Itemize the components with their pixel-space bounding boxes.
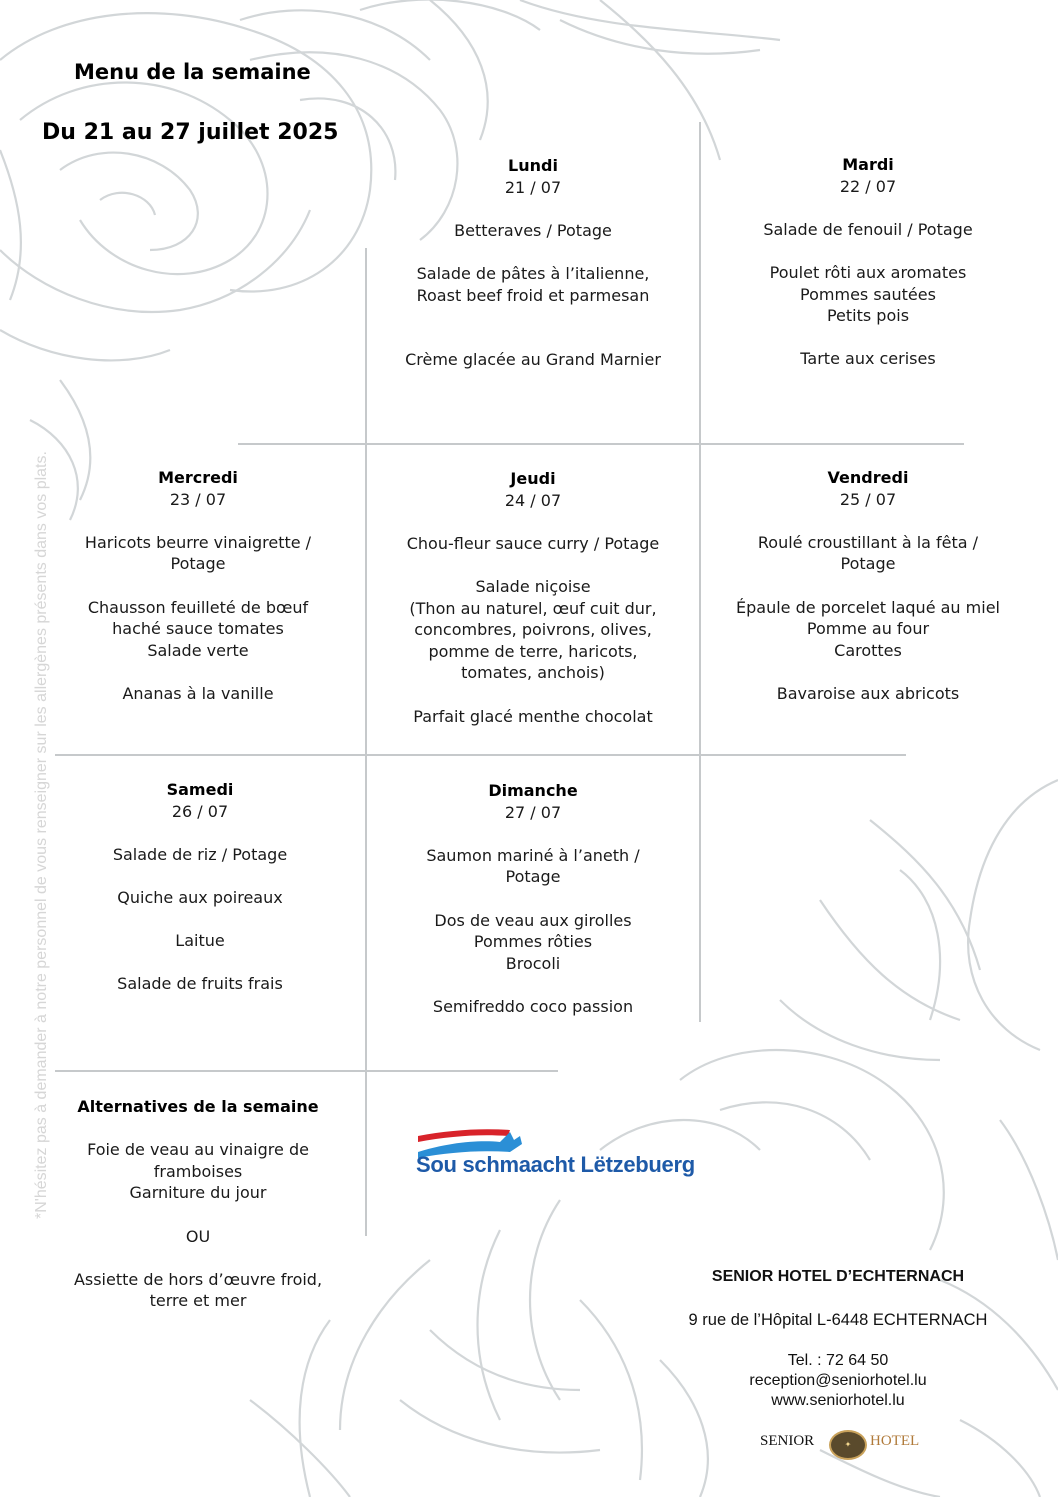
day-name: Vendredi bbox=[827, 468, 909, 487]
alternatives-title: Alternatives de la semaine bbox=[77, 1097, 319, 1116]
dessert: Semifreddo coco passion bbox=[432, 996, 634, 1016]
starter: Salade de fenouil / Potage bbox=[763, 219, 973, 239]
grid-line bbox=[365, 248, 367, 1236]
grid-line bbox=[238, 443, 964, 445]
day-cell-lundi bbox=[367, 155, 699, 371]
day-name: Lundi bbox=[508, 156, 558, 175]
main-dish: haché sauce tomates bbox=[112, 619, 284, 639]
main-dish: Quiche aux poireaux bbox=[117, 887, 283, 907]
starter: Potage bbox=[170, 554, 226, 574]
day-name: Dimanche bbox=[488, 781, 578, 800]
main-dish: Poulet rôti aux aromates bbox=[769, 262, 967, 282]
hotel-website[interactable]: www.seniorhotel.lu bbox=[771, 1392, 905, 1409]
day-cell-mercredi bbox=[40, 467, 356, 705]
main-dish: Pommes rôties bbox=[473, 932, 593, 952]
main-dish: Dos de veau aux girolles bbox=[434, 910, 632, 930]
starter: Salade de riz / Potage bbox=[112, 844, 288, 864]
starter: Chou-fleur sauce curry / Potage bbox=[406, 533, 660, 553]
main-dish: Pomme au four bbox=[806, 619, 930, 639]
day-date: 22 / 07 bbox=[839, 176, 897, 196]
alternative-option: framboises bbox=[153, 1161, 243, 1181]
main-dish: Salade verte bbox=[147, 640, 249, 660]
main-dish: (Thon au naturel, œuf cuit dur, bbox=[409, 598, 657, 618]
brand-hotel: HOTEL bbox=[870, 1433, 920, 1449]
lux-logo-text: Sou schmaacht Lëtzebuerg bbox=[416, 1152, 695, 1177]
day-date: 26 / 07 bbox=[171, 801, 229, 821]
dessert: Tarte aux cerises bbox=[800, 349, 936, 369]
day-cell-vendredi bbox=[701, 467, 1035, 705]
day-date: 27 / 07 bbox=[504, 802, 562, 822]
main-dish: Pommes sautées bbox=[800, 284, 936, 304]
allergen-note: *N'hésitez pas à demander à notre personnel de vous renseigner sur les allergènes présents dans vos plats. bbox=[33, 451, 50, 1219]
main-dish: tomates, anchois) bbox=[461, 663, 605, 683]
starter: Potage bbox=[840, 554, 896, 574]
day-name: Mardi bbox=[842, 155, 894, 174]
main-dish: Brocoli bbox=[505, 953, 561, 973]
hotel-email[interactable]: reception@seniorhotel.lu bbox=[749, 1372, 927, 1389]
alternative-option: Assiette de hors d’œuvre froid, bbox=[73, 1269, 323, 1289]
alternatives-cell bbox=[40, 1096, 356, 1312]
day-date: 21 / 07 bbox=[504, 177, 562, 197]
dessert: Ananas à la vanille bbox=[122, 683, 274, 703]
day-cell-samedi bbox=[40, 779, 360, 995]
starter: Haricots beurre vinaigrette / bbox=[84, 532, 312, 552]
main-dish: Roast beef froid et parmesan bbox=[416, 285, 650, 305]
hotel-brand-logo bbox=[760, 1428, 930, 1458]
starter: Betteraves / Potage bbox=[454, 220, 612, 240]
dessert: Crème glacée au Grand Marnier bbox=[405, 350, 661, 370]
alternative-option: Foie de veau au vinaigre de bbox=[87, 1140, 309, 1160]
dessert: Salade de fruits frais bbox=[117, 974, 283, 994]
hotel-phone: Tel. : 72 64 50 bbox=[787, 1352, 889, 1369]
day-date: 23 / 07 bbox=[169, 489, 227, 509]
starter: Roulé croustillant à la fêta / bbox=[757, 532, 979, 552]
side-dish: Laitue bbox=[175, 931, 225, 951]
menu-dates: Du 21 au 27 juillet 2025 bbox=[42, 120, 339, 145]
day-cell-mardi bbox=[701, 154, 1035, 370]
dessert: Parfait glacé menthe chocolat bbox=[413, 706, 653, 726]
brand-senior: SENIOR bbox=[760, 1433, 815, 1449]
day-cell-jeudi bbox=[367, 468, 699, 727]
dessert: Bavaroise aux abricots bbox=[776, 683, 960, 703]
alternative-or: OU bbox=[185, 1226, 211, 1246]
menu-title: Menu de la semaine bbox=[74, 60, 311, 84]
day-date: 25 / 07 bbox=[839, 489, 897, 509]
day-name: Samedi bbox=[166, 780, 234, 799]
day-name: Jeudi bbox=[510, 469, 556, 488]
grid-line bbox=[55, 1070, 558, 1072]
alternative-option: Garniture du jour bbox=[129, 1183, 267, 1203]
hotel-address: 9 rue de l’Hôpital L-6448 ECHTERNACH bbox=[688, 1311, 988, 1329]
main-dish: concombres, poivrons, olives, bbox=[414, 620, 652, 640]
main-dish: Épaule de porcelet laqué au miel bbox=[736, 597, 1000, 617]
main-dish: Salade niçoise bbox=[475, 576, 591, 596]
day-date: 24 / 07 bbox=[504, 490, 562, 510]
starter: Saumon mariné à l’aneth / bbox=[426, 845, 640, 865]
alternative-option: terre et mer bbox=[149, 1291, 247, 1311]
main-dish: Carottes bbox=[834, 640, 902, 660]
main-dish: Chausson feuilleté de bœuf bbox=[87, 597, 309, 617]
day-cell-dimanche bbox=[367, 780, 699, 1018]
grid-line bbox=[55, 754, 906, 756]
main-dish: Salade de pâtes à l’italienne, bbox=[416, 263, 650, 283]
starter: Potage bbox=[505, 867, 561, 887]
main-dish: pomme de terre, haricots, bbox=[428, 641, 638, 661]
seal-icon: ✦ bbox=[829, 1430, 867, 1460]
hotel-name: SENIOR HOTEL D’ECHTERNACH bbox=[711, 1268, 965, 1285]
main-dish: Petits pois bbox=[826, 306, 910, 326]
day-name: Mercredi bbox=[158, 468, 238, 487]
